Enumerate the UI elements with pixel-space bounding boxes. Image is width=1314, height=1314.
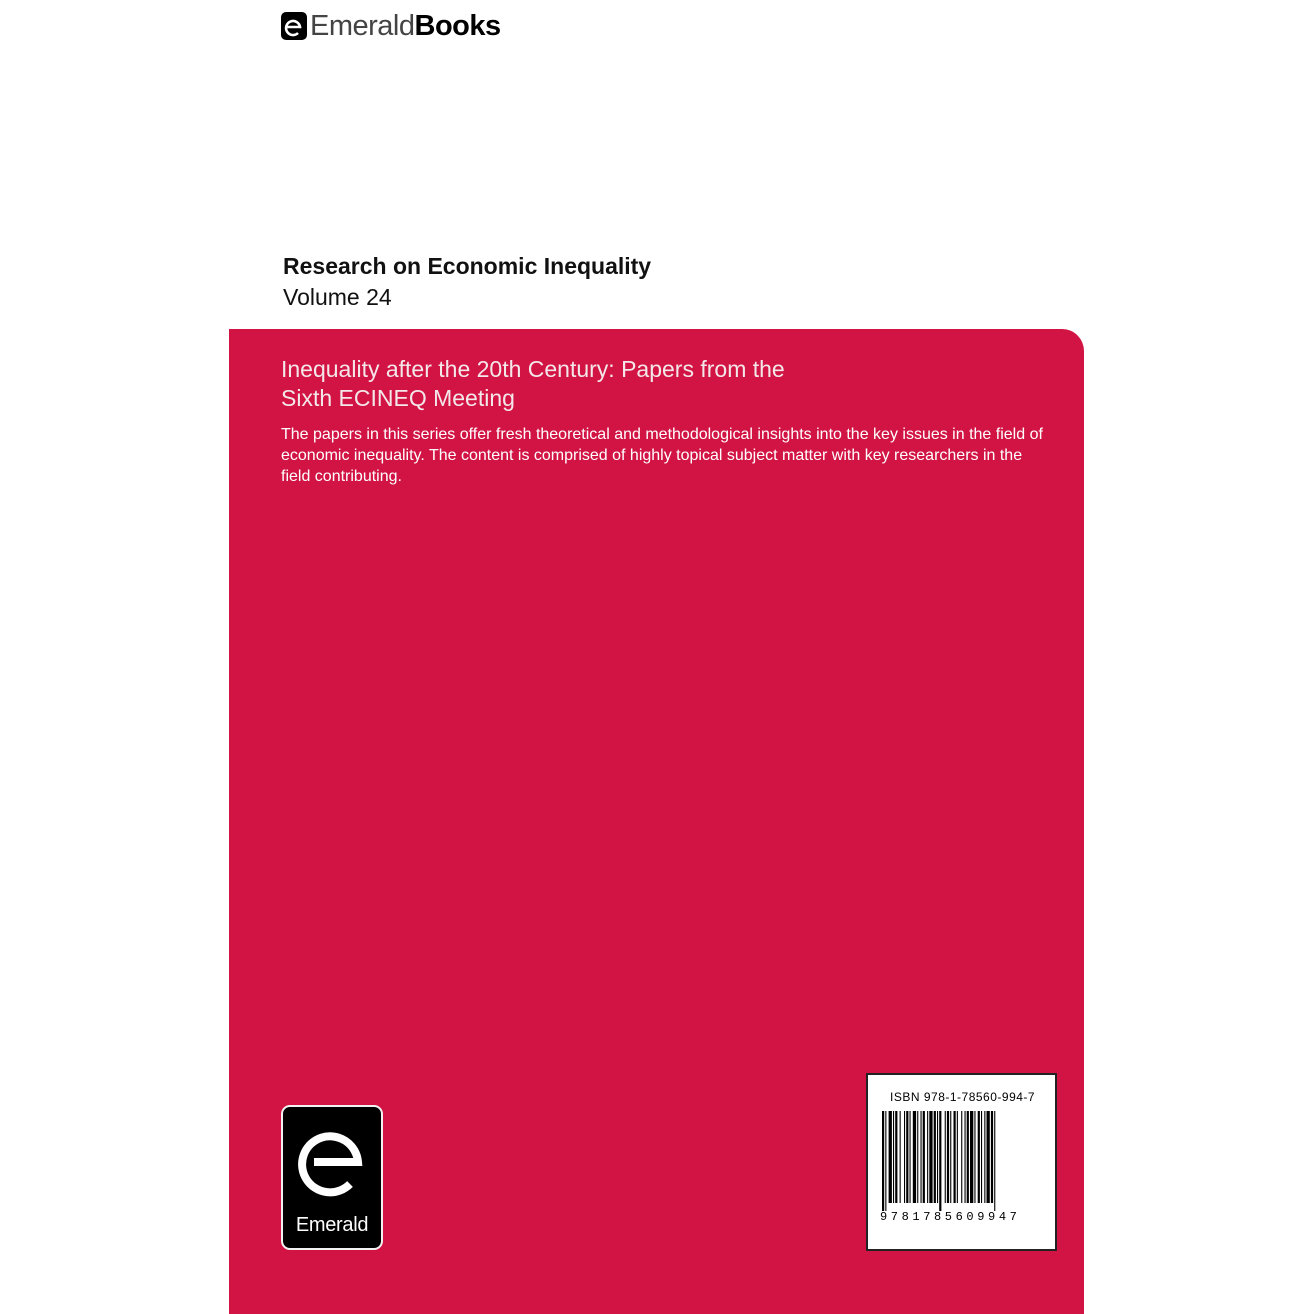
barcode-bar — [967, 1111, 969, 1203]
cover-panel — [229, 329, 1084, 1314]
emerald-books-brand — [281, 9, 501, 43]
brand-name-light: Emerald — [310, 9, 415, 42]
volume-number: Volume 24 — [283, 284, 392, 310]
barcode-bar — [991, 1111, 993, 1203]
barcode-bar — [929, 1111, 932, 1203]
emerald-publisher-logo — [281, 1105, 383, 1250]
barcode-bar — [950, 1111, 951, 1203]
emerald-e-icon — [281, 12, 307, 40]
barcode-bar — [895, 1111, 897, 1203]
publisher-logo-label: Emerald — [295, 1214, 369, 1236]
book-title — [281, 355, 841, 413]
barcode-bar — [978, 1111, 980, 1203]
barcode-bar — [937, 1111, 938, 1203]
barcode-bar — [900, 1111, 901, 1203]
book-title-line-2: Sixth ECINEQ Meeting — [281, 385, 515, 411]
barcode-bar — [906, 1111, 908, 1203]
barcode-bar — [913, 1111, 916, 1203]
barcode-bars — [882, 1111, 1042, 1211]
barcode-bar — [970, 1111, 973, 1203]
book-title-line-1: Inequality after the 20th Century: Papers from the — [281, 356, 785, 382]
barcode-bar — [923, 1111, 925, 1203]
barcode-bar — [910, 1111, 911, 1203]
emerald-e-icon — [292, 1118, 372, 1210]
barcode-bar — [939, 1111, 941, 1211]
barcode-digits: 9781785609947 — [880, 1210, 1021, 1224]
book-description: The papers in this series offer fresh theoretical and methodological insights into the key issues in the field of economic inequality. The content is comprised of highly topical subject matter with key researchers in the field contributing. — [281, 426, 1043, 485]
barcode-bar — [987, 1111, 990, 1203]
series-title: Research on Economic Inequality — [283, 253, 652, 279]
barcode-bar — [994, 1111, 995, 1211]
brand-name-bold: Books — [414, 9, 501, 42]
barcode-bar — [904, 1111, 905, 1203]
barcode-bar — [947, 1111, 949, 1203]
barcode-bar — [957, 1111, 958, 1203]
barcode-bar — [945, 1111, 946, 1203]
barcode-bar — [981, 1111, 982, 1203]
barcode-bar — [965, 1111, 966, 1203]
barcode-bar — [984, 1111, 985, 1203]
barcode-bar — [882, 1111, 884, 1211]
isbn-barcode — [866, 1073, 1057, 1251]
barcode-bar — [927, 1111, 928, 1203]
isbn-label: ISBN 978-1-78560-994-7 — [890, 1090, 1036, 1104]
barcode-bar — [889, 1111, 892, 1203]
barcode-bar — [893, 1111, 894, 1203]
barcode-bar — [954, 1111, 956, 1203]
barcode-bar — [917, 1111, 918, 1203]
barcode-bar — [885, 1111, 886, 1211]
barcode-bar — [921, 1111, 922, 1203]
barcode-bar — [974, 1111, 975, 1203]
barcode-bar — [934, 1111, 936, 1203]
barcode-bar — [961, 1111, 962, 1203]
